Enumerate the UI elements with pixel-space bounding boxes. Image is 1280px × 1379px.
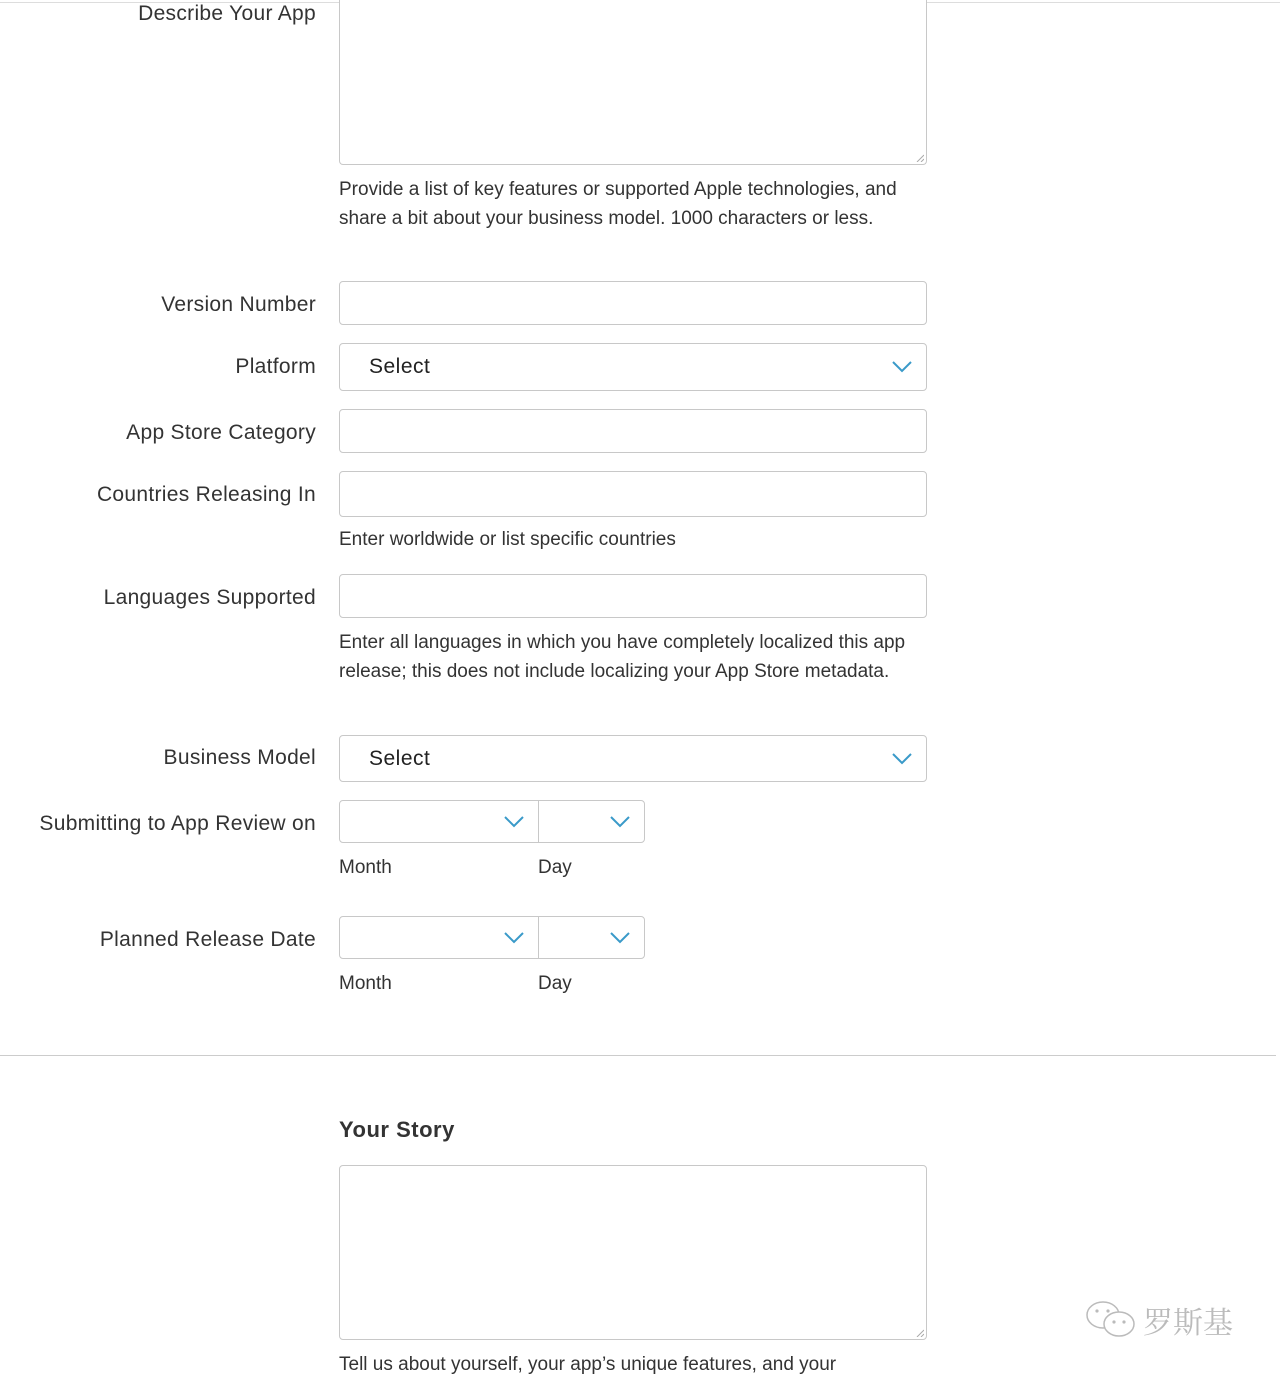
- chevron-down-icon: [503, 815, 525, 829]
- release-date-label: Planned Release Date: [99, 928, 316, 951]
- business-model-selected-value: Select: [369, 746, 431, 770]
- countries-input[interactable]: [339, 471, 927, 517]
- review-day-label: Day: [538, 857, 572, 878]
- business-model-select[interactable]: [339, 735, 927, 782]
- review-day-select[interactable]: [538, 800, 645, 843]
- your-story-heading: Your Story: [339, 1117, 455, 1142]
- release-month-label: Month: [339, 973, 392, 994]
- version-number-input[interactable]: [339, 281, 927, 325]
- resize-grip-icon[interactable]: [916, 1329, 924, 1337]
- release-month-select[interactable]: [339, 916, 539, 959]
- section-divider: [0, 1055, 1276, 1056]
- app-store-category-input[interactable]: [339, 409, 927, 453]
- platform-selected-value: Select: [369, 355, 431, 378]
- business-model-label: Business Model: [163, 746, 316, 769]
- watermark-text: 罗斯基: [1143, 1307, 1233, 1340]
- chevron-down-icon: [609, 931, 631, 945]
- wechat-icon: [1085, 1300, 1137, 1340]
- chevron-down-icon: [609, 815, 631, 829]
- your-story-textarea[interactable]: [339, 1165, 927, 1340]
- platform-label: Platform: [235, 355, 316, 378]
- version-number-label: Version Number: [161, 293, 316, 316]
- your-story-help: Tell us about yourself, your app’s unique features, and your: [339, 1354, 837, 1375]
- release-day-label: Day: [538, 973, 572, 994]
- chevron-down-icon: [891, 360, 913, 374]
- chevron-down-icon: [503, 931, 525, 945]
- languages-label: Languages Supported: [103, 586, 316, 609]
- describe-app-help: Provide a list of key features or supported Apple technologies, and share a bit about your business model. 1000 characters or less.: [339, 179, 897, 229]
- languages-input[interactable]: [339, 574, 927, 618]
- chevron-down-icon: [891, 752, 913, 766]
- countries-label: Countries Releasing In: [96, 483, 316, 506]
- platform-select[interactable]: [339, 343, 927, 391]
- resize-grip-icon[interactable]: [916, 154, 924, 162]
- describe-app-label: Describe Your App: [138, 2, 316, 25]
- countries-help: Enter worldwide or list specific countries: [339, 529, 676, 550]
- release-day-select[interactable]: [538, 916, 645, 959]
- describe-app-textarea[interactable]: [339, 0, 927, 165]
- review-month-select[interactable]: [339, 800, 539, 843]
- app-store-category-label: App Store Category: [126, 421, 316, 444]
- review-date-label: Submitting to App Review on: [39, 812, 316, 835]
- review-month-label: Month: [339, 857, 392, 878]
- languages-help: Enter all languages in which you have completely localized this app release; this does not include localizing your App Store metadata.: [339, 632, 906, 682]
- watermark: [1085, 1298, 1233, 1342]
